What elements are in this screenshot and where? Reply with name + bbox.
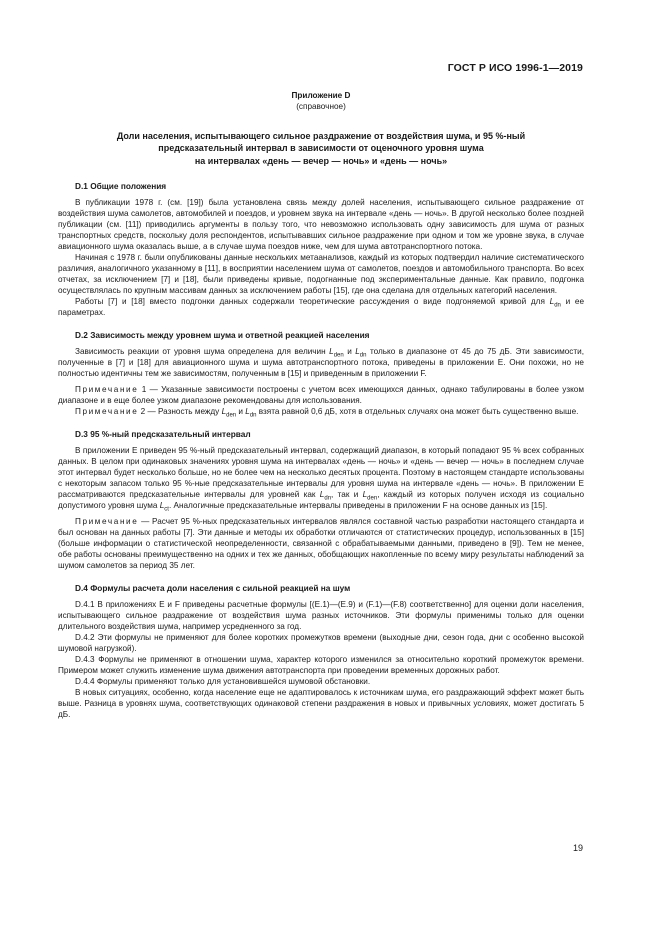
- paragraph: [58, 445, 584, 511]
- note-number: 2: [138, 406, 146, 416]
- symbol-subscript: den: [333, 352, 344, 359]
- symbol-l: L: [245, 406, 250, 416]
- paragraph: В публикации 1978 г. (см. [19]) была установлена связь между долей населения, испытывающего сильное раздражение от воздействия шума самолетов, автомобилей и поездов, и уровнем звука на интервале «день — ночь». В другой несколько более поздней публикации (см. [11]) приводились аргументы в пользу того, что невозможно использовать одну зависимость для шума от разных транспортных средств, поскольку доля респондентов, испытывавших сильное раздражение при одном и том же уровне звука, в случае авиационного шума оказалась выше, а в случае шума поездов ниже, чем для шума автотранспортного потока.: [58, 197, 584, 251]
- symbol-l: L: [355, 346, 360, 356]
- symbol-l: L: [221, 406, 227, 416]
- text-run: В приложении E приведен 95 %-ный предсказательный интервал, содержащий диапазон, в который попадают 95 % всех собранных данных. В целом при одинаковых значениях уровня шума на интервалах «день — ночь» и «день — вечер — ночь» в последнем случае этот интервал будет несколько больше, но не более чем на несколько десятых процента. Поэтому в настоящем стандарте использованы с некоторым запасом только 95 %-ные предсказательные интервалы для уровня шума на интервале «день — ночь». В приложении E рассматриваются предсказательные интервалы для уровней как: [58, 445, 584, 499]
- section-title-d1: D.1 Общие положения: [75, 180, 167, 191]
- symbol-subscript: dn: [324, 495, 332, 502]
- paragraph: В новых ситуациях, особенно, когда население еще не адаптировалось к источникам шума, его раздражающий эффект может быть выше. Разница в уровнях шума, соответствующих одинаковой степени раздражения в новых и привычных условиях, может достигать 5 дБ.: [58, 687, 584, 719]
- note-text: — Расчет 95 %-ных предсказательных интервалов являлся составной частью разработки настоящего стандарта и был основан на данных работы [7]. Эти данные и методы их обработки отличаются от статистических процедур, использованных в [15] (больше информации о статистической неопределенности, связанной с обрабатываемыми данными, приведено в [9]). Тем не менее, обе работы основаны преимущественно на одних и тех же данных, обобщающих накопленные по всему миру результаты наблюдений за шумом самолетов за период 35 лет.: [58, 516, 584, 570]
- section-title-d4: D.4 Формулы расчета доли населения с сильной реакцией на шум: [75, 582, 351, 593]
- appendix-heading-line: предсказательный интервал в зависимости от оценочного уровня шума: [158, 143, 484, 154]
- symbol-subscript: ct: [164, 506, 169, 513]
- appendix-heading-line: на интервалах «день — вечер — ночь» и «день — ночь»: [194, 155, 448, 166]
- symbol-subscript: dn: [249, 412, 257, 419]
- note-text: — Указанные зависимости построены с учетом всех имеющихся данных, однако табулированы в более узком диапазоне и в еще более узком диапазоне рекомендованы для использования.: [58, 384, 584, 405]
- note-1: [58, 384, 584, 406]
- symbol-subscript: dn: [359, 352, 367, 359]
- symbol-l: L: [362, 489, 368, 499]
- text-run: Работы [7] и [18] вместо подгонки данных содержали теоретические рассуждения о виде подгоняемой кривой для: [75, 296, 550, 306]
- note-text: — Разность между: [145, 406, 222, 416]
- paragraph: Начиная с 1978 г. были опубликованы данные нескольких метаанализов, каждый из которых подтвердил наличие систематического различия, аналогичного указанному в [11], в восприятии населением шума от самолетов, поездов и автомобильного транспорта. Во всех отчетах, за исключением [7] и [18], были приведены кривые, подогнанные под экспериментальные данные. Как правило, подгонка осуществлялась по крупным массивам данных за исключением работы [15], где она сделана для отдельных категорий населения.: [58, 252, 584, 295]
- page-content: [58, 90, 584, 720]
- text-run: и ее параметрах.: [58, 296, 585, 317]
- text-run: , каждый из которых получен исходя из социально допустимого уровня шума: [58, 489, 584, 510]
- paragraph: [58, 296, 584, 318]
- note-label: Примечание: [75, 406, 139, 416]
- note-label: Примечание: [75, 516, 139, 526]
- paragraph: D.4.4 Формулы применяют только для установившейся шумовой обстановки.: [75, 676, 371, 686]
- section-title-d3: D.3 95 %-ный предсказательный интервал: [75, 428, 251, 439]
- note-text: взята равной 0,6 дБ, хотя в отдельных случаях она может быть существенно выше.: [256, 406, 579, 416]
- symbol-l: L: [159, 500, 165, 510]
- text-run: , так и: [331, 489, 363, 499]
- symbol-subscript: dn: [554, 302, 561, 309]
- appendix-subtitle: (справочное): [296, 102, 346, 111]
- text-run: . Аналогичные предсказательные интервалы приведены в приложении F на основе данных из [15].: [168, 500, 548, 510]
- text-run: Зависимость реакции от уровня шума определена для величин: [75, 346, 330, 356]
- appendix-heading-line: Доли населения, испытывающего сильное раздражение от воздействия шума, и 95 %-ный: [116, 131, 526, 141]
- note-2: [58, 406, 584, 417]
- symbol-subscript: den: [367, 495, 378, 502]
- paragraph: D.4.2 Эти формулы не применяют для более коротких промежутков времени (выходные дни, сезон года, дни с особенно высокой шумовой нагрузкой).: [58, 632, 584, 653]
- text-run: и: [343, 346, 356, 356]
- section-title-d2: D.2 Зависимость между уровнем шума и ответной реакцией населения: [75, 329, 370, 340]
- appendix-title: Приложение D: [291, 91, 351, 100]
- note-label: Примечание: [75, 384, 139, 394]
- symbol-l: L: [329, 346, 334, 356]
- symbol-l: L: [319, 489, 325, 499]
- paragraph: [58, 346, 584, 379]
- note-d3: [58, 516, 584, 571]
- appendix-heading: [58, 130, 584, 167]
- page-number: 19: [572, 843, 583, 853]
- symbol-subscript: den: [226, 412, 237, 419]
- note-text: и: [236, 406, 246, 416]
- paragraph: D.4.3 Формулы не применяют в отношении шума, характер которого изменился за относительно короткий промежуток времени. Примером может служить изменение шума движения автотранспорта при проведении временных дорожных работ.: [58, 654, 584, 675]
- text-run: только в диапазоне от 45 до 75 дБ. Эти зависимости, полученные в [7] и [18] для авиационного шума и шума автотранспортного потока, приведены в приложении E. Они похожи, но не полностью идентичны тем же зависимостям, полученным в [15] и приведенным в приложении F.: [58, 346, 584, 378]
- symbol-l: L: [549, 296, 555, 306]
- document-code: ГОСТ Р ИСО 1996-1—2019: [447, 62, 583, 74]
- note-number: 1: [138, 384, 147, 394]
- paragraph: D.4.1 В приложениях E и F приведены расчетные формулы [(E.1)—(E.9) и (F.1)—(F.8) соответственно] для оценки доли населения, испытывающего сильное раздражение от воздействия шума разных источников. Эти формулы применимы только для оценки длительного воздействия шума, например усредненного за год.: [58, 599, 584, 631]
